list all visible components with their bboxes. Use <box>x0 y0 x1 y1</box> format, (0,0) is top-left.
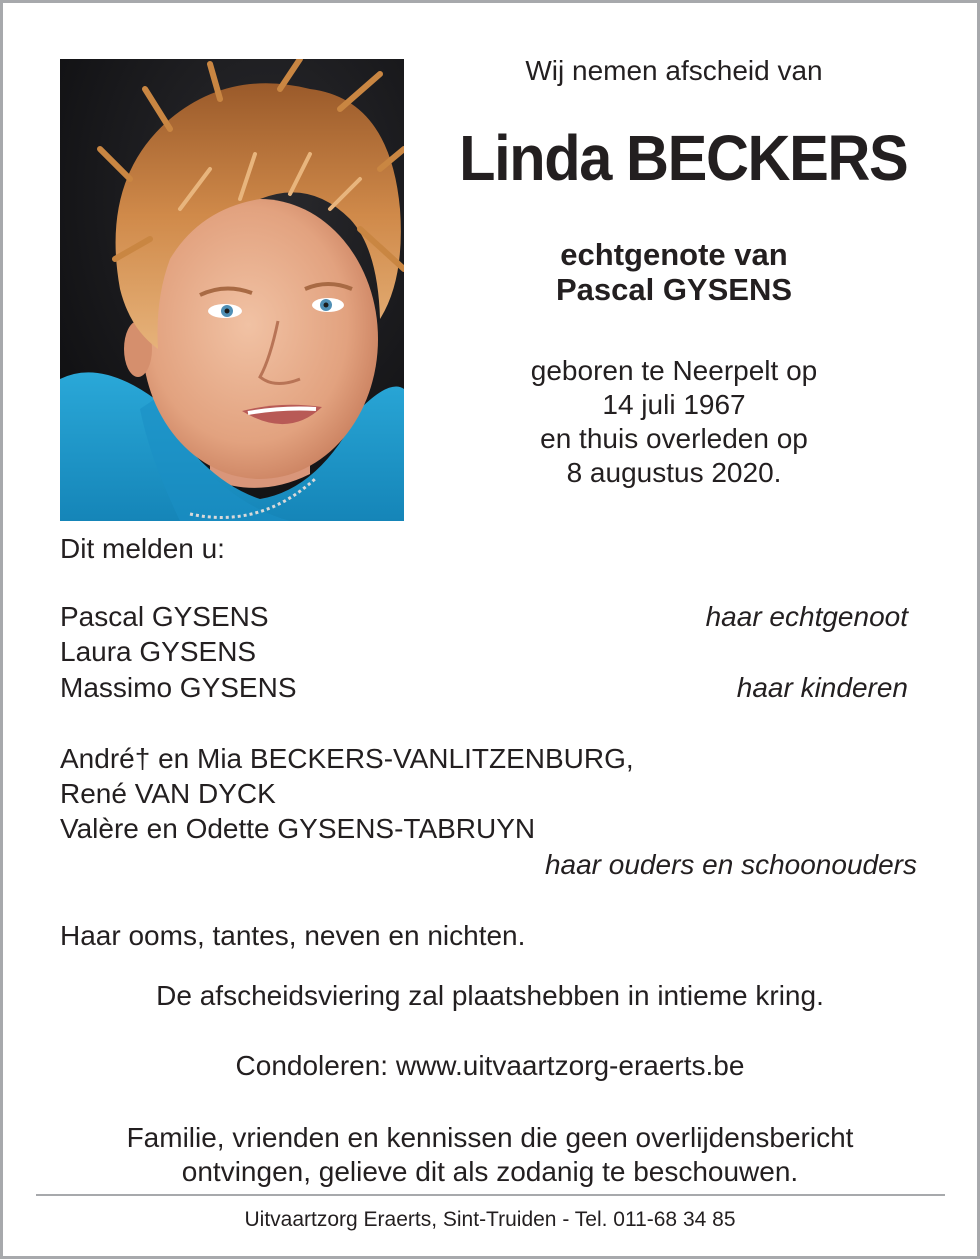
family-member-name: Laura GYSENS <box>60 636 257 667</box>
announcement-lead: Dit melden u: <box>60 533 225 564</box>
spouse-label: echtgenote van <box>560 237 788 272</box>
deceased-name: Linda BECKERS <box>459 122 908 194</box>
condolences-text: Condoleren: www.uitvaartzorg-eraerts.be <box>235 1050 745 1081</box>
portrait-photo <box>60 59 404 521</box>
footer-divider <box>36 1194 945 1196</box>
parents-line: René VAN DYCK <box>60 778 276 809</box>
notice-line: Familie, vrienden en kennissen die geen overlijdensbericht <box>126 1122 854 1153</box>
family-member-relation: haar kinderen <box>736 672 908 703</box>
notice-line: ontvingen, gelieve dit als zodanig te beschouwen. <box>181 1156 799 1187</box>
ceremony-text: De afscheidsviering zal plaatshebben in intieme kring. <box>156 980 824 1011</box>
parents-relation: haar ouders en schoonouders <box>544 849 917 880</box>
intro-text: Wij nemen afscheid van <box>525 55 823 86</box>
birth-death-block <box>443 354 905 490</box>
spouse-block <box>443 237 905 307</box>
death-place: en thuis overleden op <box>540 423 808 454</box>
spouse-name: Pascal GYSENS <box>555 272 793 307</box>
family-member-relation: haar echtgenoot <box>705 601 908 632</box>
parents-line: Valère en Odette GYSENS-TABRUYN <box>60 813 536 844</box>
relatives-line: Haar ooms, tantes, neven en nichten. <box>60 920 526 951</box>
notice-block <box>3 1121 977 1189</box>
family-member-name: Massimo GYSENS <box>60 672 297 703</box>
birth-place: geboren te Neerpelt op <box>530 355 818 386</box>
footer-text: Uitvaartzorg Eraerts, Sint-Truiden - Tel. 011-68 34 85 <box>244 1208 736 1231</box>
birth-date: 14 juli 1967 <box>602 389 746 420</box>
family-member-name: Pascal GYSENS <box>60 601 269 632</box>
death-date: 8 augustus 2020. <box>566 457 782 488</box>
portrait-illustration <box>60 59 404 521</box>
parents-line: André† en Mia BECKERS-VANLITZENBURG, <box>60 743 634 774</box>
